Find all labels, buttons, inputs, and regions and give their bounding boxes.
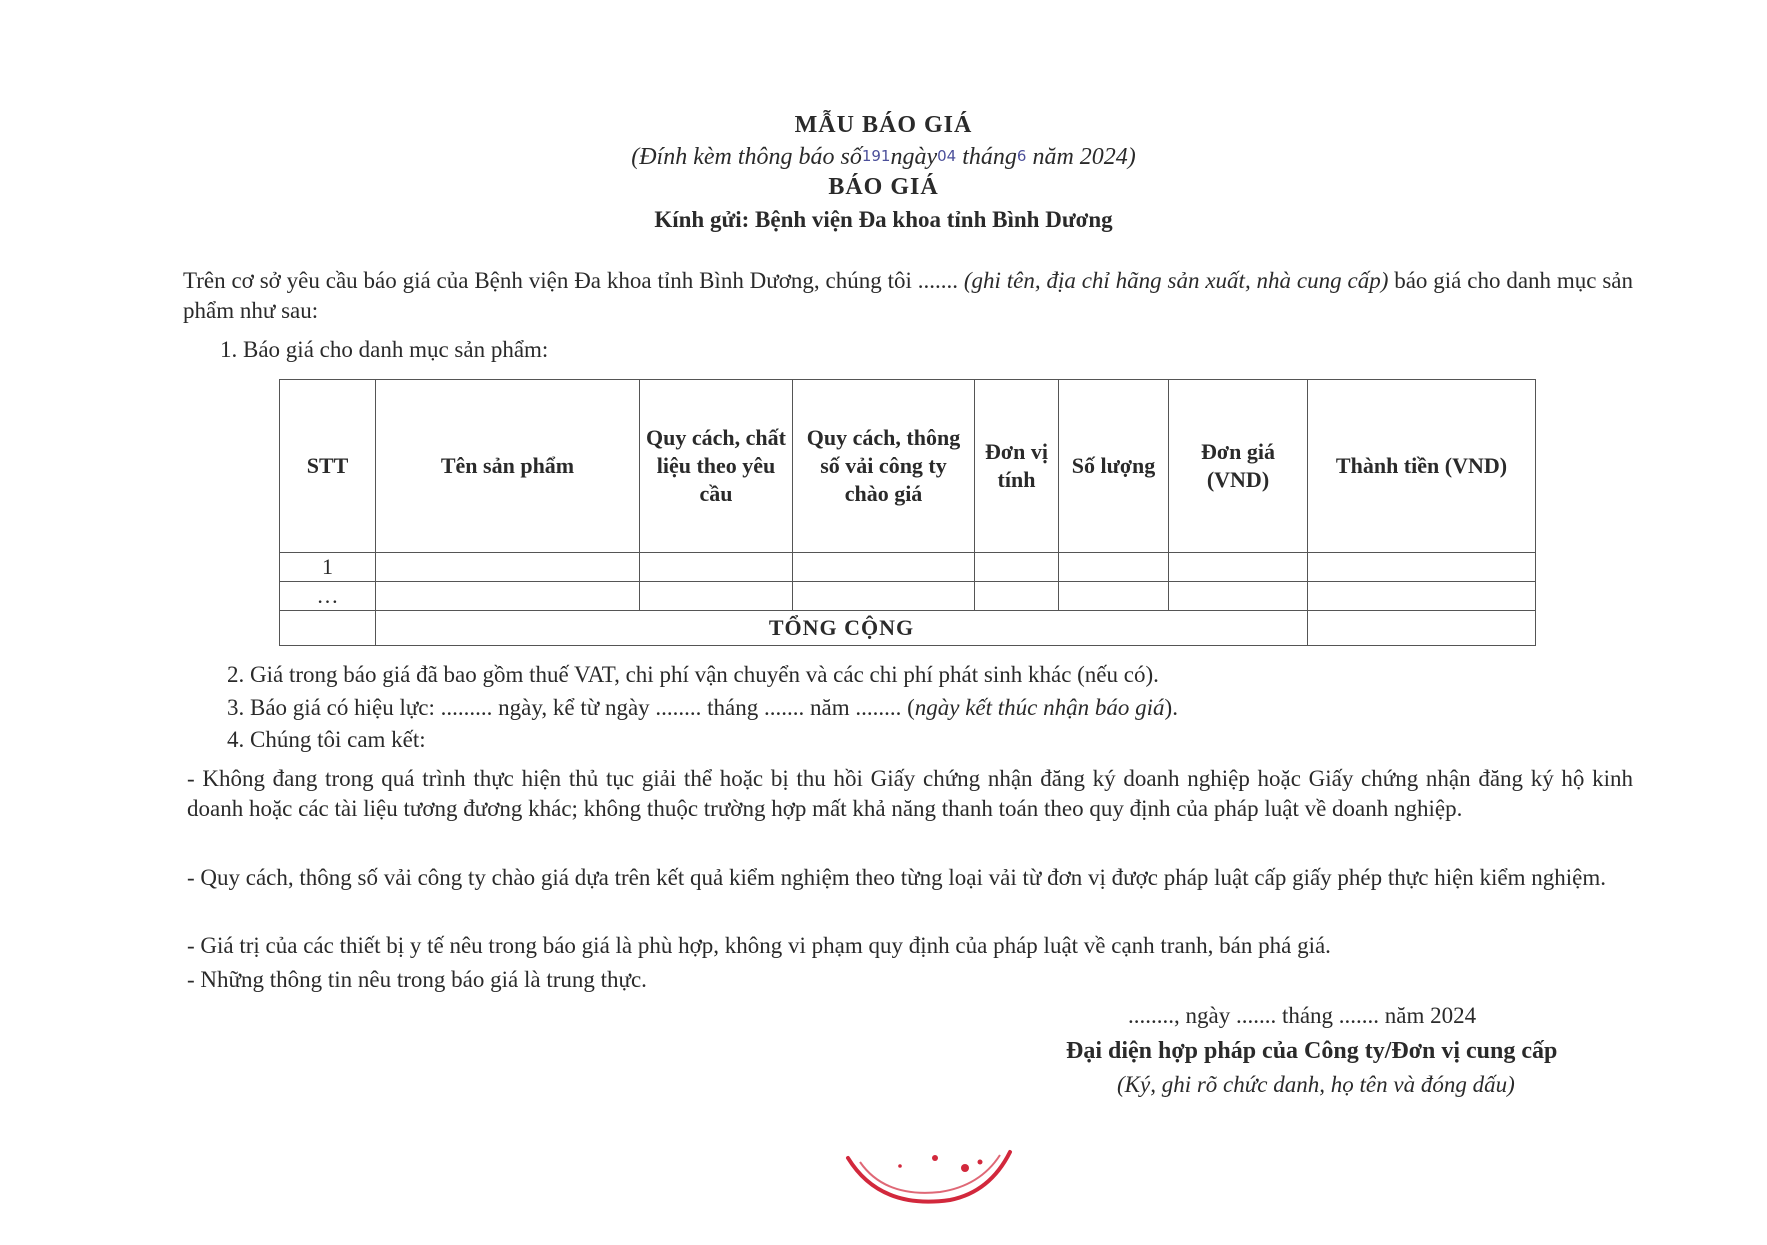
handwritten-month: 6 bbox=[1016, 147, 1027, 165]
item-1: 1. Báo giá cho danh mục sản phẩm: bbox=[220, 337, 549, 362]
table-cell bbox=[1059, 553, 1169, 582]
total-amount-cell bbox=[1308, 611, 1536, 646]
header-offered-spec: Quy cách, thông số vải công ty chào giá bbox=[793, 380, 975, 553]
handwritten-number: 191 bbox=[861, 147, 891, 165]
table-cell bbox=[640, 553, 793, 582]
table-total-row bbox=[280, 611, 1536, 646]
table-cell bbox=[376, 553, 640, 582]
header-amount: Thành tiền (VND) bbox=[1308, 380, 1536, 553]
item-4: 4. Chúng tôi cam kết: bbox=[227, 727, 426, 752]
table-cell bbox=[1169, 582, 1308, 611]
table-cell bbox=[640, 582, 793, 611]
header-unit-price: Đơn giá (VND) bbox=[1169, 380, 1308, 553]
signature-note: (Ký, ghi rõ chức danh, họ tên và đóng dấu) bbox=[1117, 1072, 1515, 1097]
table-cell bbox=[280, 611, 376, 646]
signature-title: Đại diện hợp pháp của Công ty/Đơn vị cung cấp bbox=[1066, 1038, 1558, 1064]
table-cell bbox=[376, 582, 640, 611]
item-3: 3. Báo giá có hiệu lực: ......... ngày, kể từ ngày ........ tháng ....... năm ........ (ngày kết thúc nhận báo giá). bbox=[227, 695, 1178, 720]
header-stt: STT bbox=[280, 380, 376, 553]
intro-paragraph: Trên cơ sở yêu cầu báo giá của Bệnh viện Đa khoa tỉnh Bình Dương, chúng tôi ....... (ghi tên, địa chỉ hãng sản xuất, nhà cung cấp) báo giá cho danh mục sản phẩm như sau: bbox=[183, 268, 1634, 323]
table-cell bbox=[1059, 582, 1169, 611]
header-required-spec: Quy cách, chất liệu theo yêu cầu bbox=[640, 380, 793, 553]
table-cell bbox=[1308, 553, 1536, 582]
table-cell bbox=[975, 553, 1059, 582]
header-unit: Đơn vị tính bbox=[975, 380, 1059, 553]
red-stamp-icon bbox=[840, 1140, 1020, 1220]
document-title: BÁO GIÁ bbox=[828, 174, 939, 200]
recipient-line: Kính gửi: Bệnh viện Đa khoa tỉnh Bình Dương bbox=[654, 207, 1113, 232]
quotation-table bbox=[279, 379, 1536, 646]
row-stt: 1 bbox=[280, 553, 376, 582]
handwritten-day: 04 bbox=[937, 147, 957, 165]
header-quantity: Số lượng bbox=[1059, 380, 1169, 553]
header-product-name: Tên sản phẩm bbox=[376, 380, 640, 553]
table-cell bbox=[793, 553, 975, 582]
commitment-4: - Những thông tin nêu trong báo giá là trung thực. bbox=[187, 967, 647, 992]
table-cell bbox=[975, 582, 1059, 611]
signature-date: ........, ngày ....... tháng ....... năm 2024 bbox=[1128, 1003, 1477, 1028]
total-label: TỔNG CỘNG bbox=[376, 611, 1308, 646]
table-cell bbox=[793, 582, 975, 611]
table-cell bbox=[1308, 582, 1536, 611]
form-title: MẪU BÁO GIÁ bbox=[794, 112, 973, 138]
commitment-2: - Quy cách, thông số vải công ty chào giá dựa trên kết quả kiểm nghiệm theo từng loại vải từ đơn vị được pháp luật cấp giấy phép thực hiện kiểm nghiệm. bbox=[187, 865, 1607, 890]
table-header-row bbox=[280, 380, 1536, 553]
table-cell bbox=[1169, 553, 1308, 582]
item-2: 2. Giá trong báo giá đã bao gồm thuế VAT, chi phí vận chuyển và các chi phí phát sinh khác (nếu có). bbox=[227, 662, 1159, 687]
table-row bbox=[280, 553, 1536, 582]
row-stt: … bbox=[280, 582, 376, 611]
commitment-3: - Giá trị của các thiết bị y tế nêu trong báo giá là phù hợp, không vi phạm quy định của pháp luật về cạnh tranh, bán phá giá. bbox=[187, 933, 1331, 958]
commitment-1: - Không đang trong quá trình thực hiện thủ tục giải thể hoặc bị thu hồi Giấy chứng nhận đăng ký doanh nghiệp hoặc Giấy chứng nhận đăng ký hộ kinh doanh hoặc các tài liệu tương đương khác; không thuộc trường hợp mất khả năng thanh toán theo quy định của pháp luật về doanh nghiệp. bbox=[187, 766, 1633, 821]
table-row bbox=[280, 582, 1536, 611]
attachment-note: (Đính kèm thông báo số191ngày04 tháng6 năm 2024) bbox=[631, 144, 1136, 170]
